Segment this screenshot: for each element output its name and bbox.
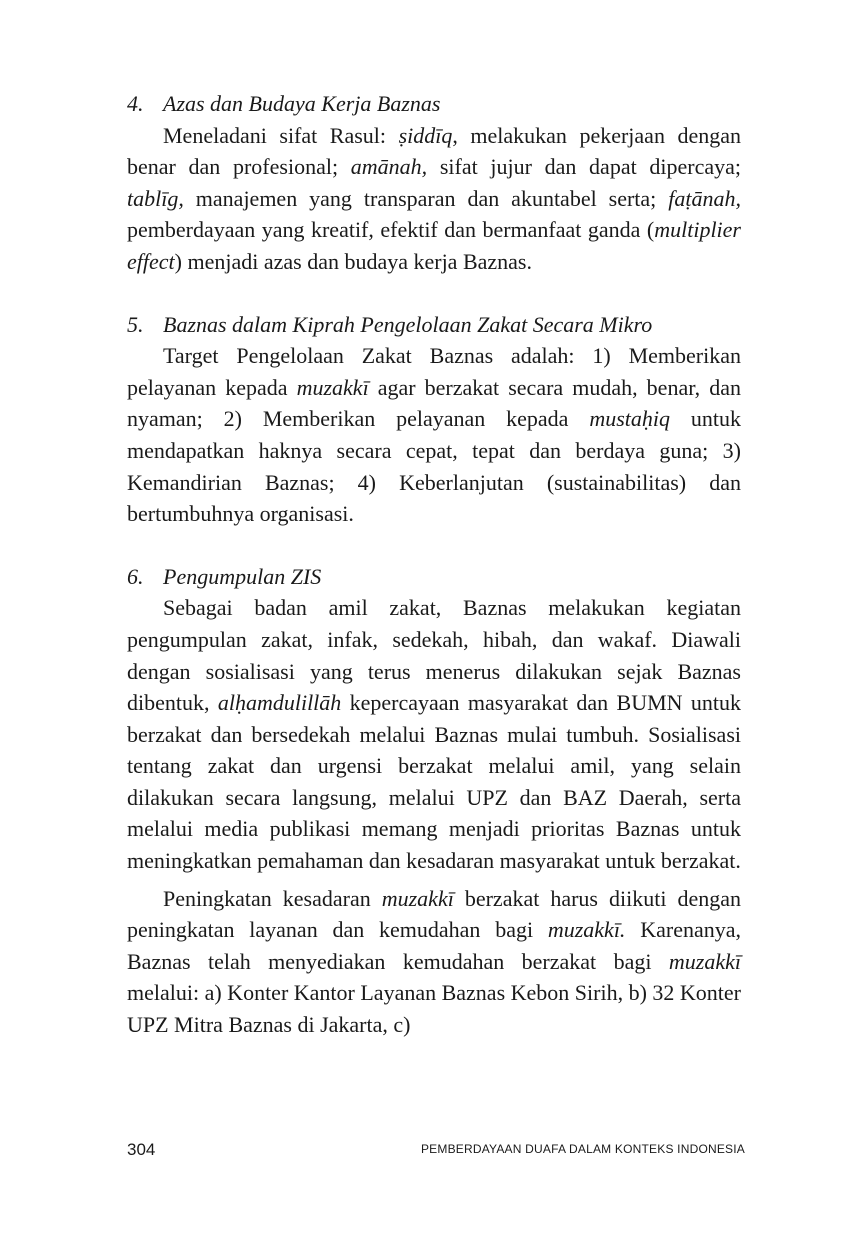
section-title: Pengumpulan ZIS: [163, 563, 322, 589]
section-title: Azas dan Budaya Kerja Baznas: [163, 91, 441, 116]
text-run: pemberdayaan yang kreatif, efektif dan bermanfaat ganda (: [127, 217, 655, 243]
section-heading: [127, 309, 741, 341]
italic-term: muzakkī.: [547, 917, 626, 943]
italic-term: muzakkī: [381, 885, 454, 911]
paragraph: [127, 592, 741, 876]
text-run: kepercayaan masyarakat dan BUMN untuk berzakat dan bersedekah melalui Baznas mulai tumbuh. Sosialisasi tentang zakat dan urgensi berzakat melalui amil, yang selain dilakukan secara langsung, melalui UPZ dan BAZ Daerah, serta melalui media publikasi memang menjadi prioritas Baznas untuk meningkatkan pemahaman dan kesadaran masyarakat untuk berzakat.: [127, 690, 741, 874]
paragraph: [127, 120, 741, 278]
section-title: Baznas dalam Kiprah Pengelolaan Zakat Secara Mikro: [163, 311, 653, 337]
text-run: manajemen yang transparan dan akuntabel serta;: [183, 185, 669, 211]
section-5: [127, 309, 741, 530]
running-title: PEMBERDAYAAN DUAFA DALAM KONTEKS INDONESIA: [420, 1142, 745, 1156]
italic-term: tablīg,: [127, 185, 184, 211]
italic-term: multiplier effect: [127, 217, 741, 274]
italic-term: ṣiddīq: [398, 122, 453, 148]
italic-term: muzakkī: [296, 374, 369, 400]
italic-term: faṭānah,: [668, 185, 741, 211]
page-number: 304: [127, 1140, 156, 1159]
section-6: [127, 561, 741, 1041]
section-number: 4.: [127, 91, 144, 116]
text-run: melalui: a) Konter Kantor Layanan Baznas Kebon Sirih, b) 32 Konter UPZ Mitra Baznas di Jakarta, c): [127, 980, 741, 1038]
text-run: Target Pengelolaan Zakat Baznas adalah: 1) Memberikan pelayanan kepada: [127, 343, 741, 400]
section-number: 5.: [127, 311, 144, 337]
italic-term: amānah,: [350, 154, 428, 180]
text-run: berzakat harus diikuti dengan peningkatan layanan dan kemudahan bagi: [127, 885, 741, 943]
section-heading: [127, 88, 741, 120]
paragraph: [127, 340, 741, 530]
text-run: agar berzakat secara mudah, benar, dan nyaman; 2) Memberikan pelayanan kepada: [127, 374, 741, 432]
text-run: , melakukan pekerjaan dengan benar dan profesional;: [127, 122, 742, 180]
text-run: untuk mendapatkan haknya secara cepat, tepat dan berdaya guna; 3) Kemandirian Baznas; 4) Keberlanjutan (sustainabilitas) dan bertumbuhnya organisasi.: [127, 406, 742, 527]
section-number: 6.: [127, 563, 144, 589]
section-4: [127, 88, 741, 278]
section-heading: [127, 561, 741, 593]
italic-term: muzakkī: [668, 948, 741, 974]
italic-term: alḥamdulillāh: [217, 690, 342, 716]
text-run: Peningkatan kesadaran: [163, 885, 382, 911]
text-run: Karenanya, Baznas telah menyediakan kemudahan berzakat bagi: [127, 917, 741, 974]
text-run: Meneladani sifat Rasul:: [163, 122, 399, 148]
paragraph: [127, 883, 741, 1041]
page-body: [127, 88, 741, 1072]
text-run: Sebagai badan amil zakat, Baznas melakukan kegiatan pengumpulan zakat, infak, sedekah, hibah, dan wakaf. Diawali dengan sosialisasi yang terus menerus dilakukan sejak Baznas dibentuk,: [127, 595, 741, 716]
italic-term: mustaḥiq: [589, 406, 671, 432]
text-run: ) menjadi azas dan budaya kerja Baznas.: [174, 248, 532, 274]
text-run: sifat jujur dan dapat dipercaya;: [427, 154, 741, 180]
